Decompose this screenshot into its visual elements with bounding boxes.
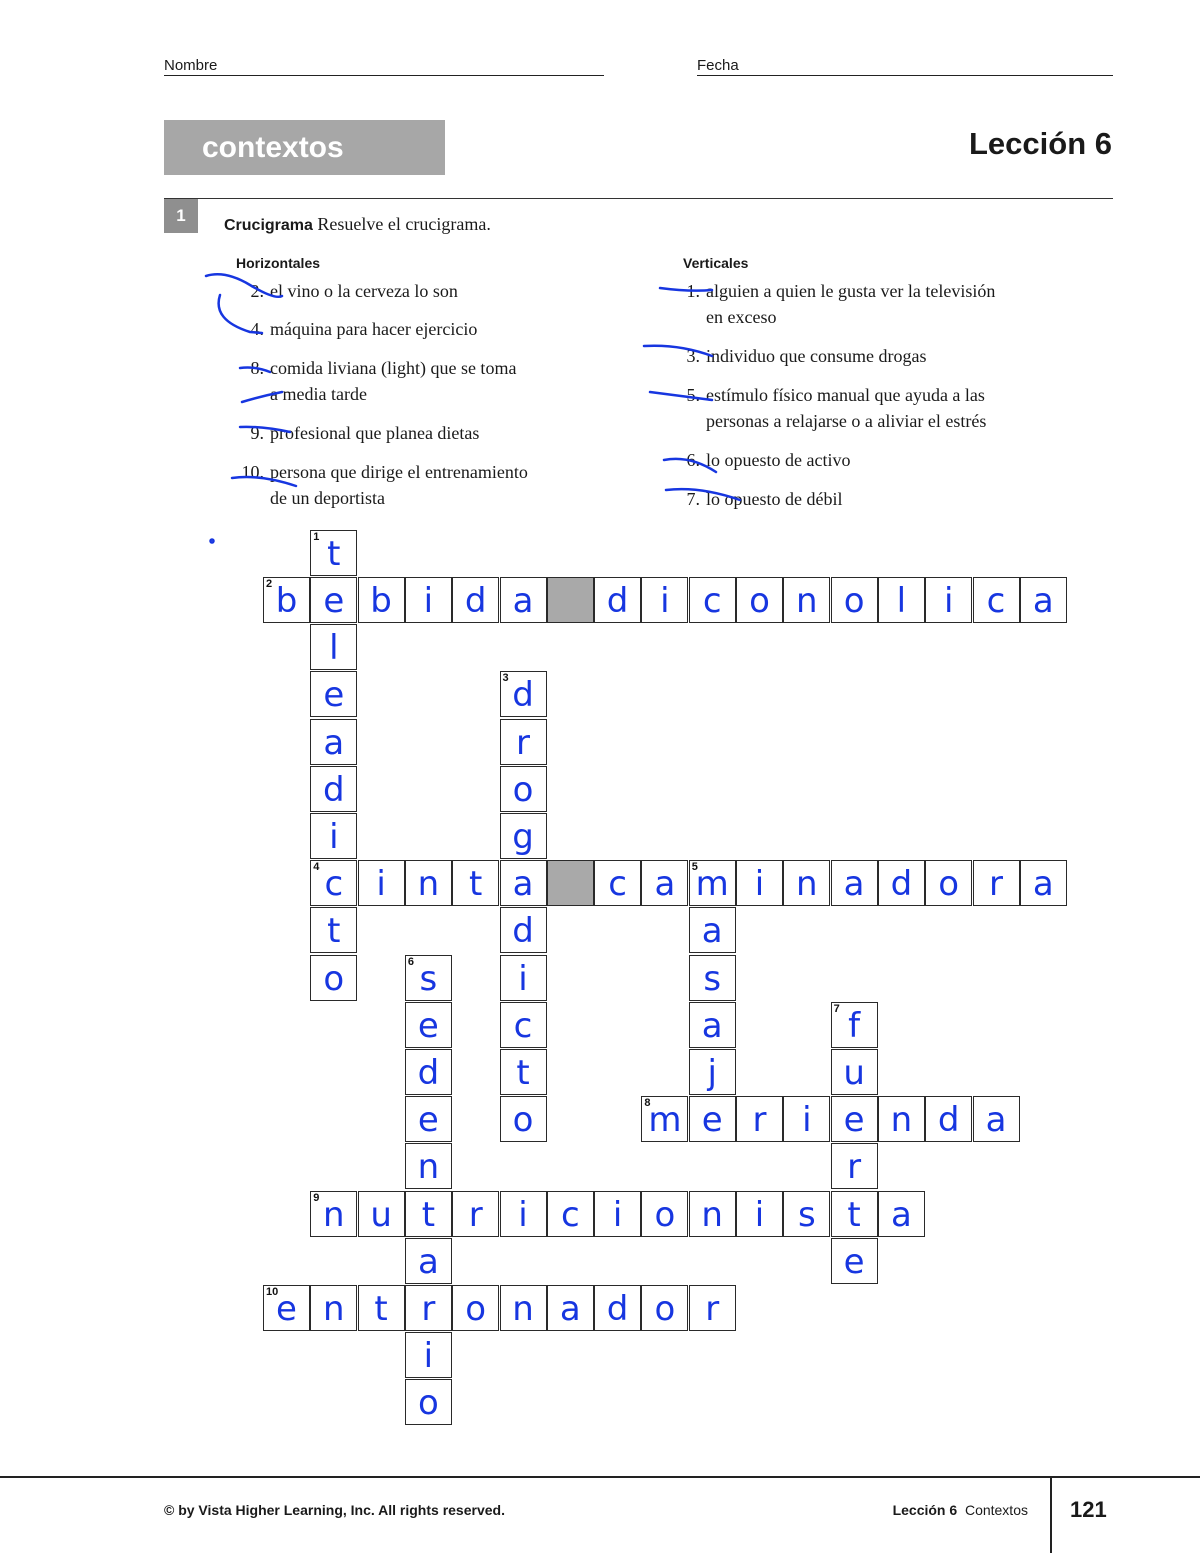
name-label: Nombre [164,57,218,74]
handwritten-letter: d [512,675,534,716]
handwritten-letter: c [702,581,722,621]
crossword-cell[interactable] [405,1096,452,1142]
handwritten-letter: c [560,1194,580,1235]
clue-text: profesional que planea dietas [270,423,480,443]
handwritten-letter: n [796,864,818,905]
footer-divider [1050,1478,1052,1553]
crossword-cell[interactable] [405,955,452,1001]
handwritten-letter: d [417,1053,440,1093]
crossword-cell[interactable] [973,1096,1020,1142]
section-banner: contextos [164,120,445,175]
crossword-cell[interactable] [310,1191,357,1237]
pen-mark [666,489,740,500]
crossword-cell[interactable] [358,577,405,623]
crossword-cell[interactable] [500,1096,547,1142]
clue-number-label: 6 [407,955,415,968]
handwritten-letter: c [986,581,1006,621]
clue-number-label: 2 [266,578,273,590]
handwritten-letter: a [701,911,723,952]
crossword-cell[interactable] [689,1096,736,1142]
crossword-cell[interactable] [405,860,452,906]
handwritten-letter: i [754,1194,765,1235]
crossword-cell[interactable] [358,1191,405,1237]
handwritten-letter: o [843,581,865,621]
handwritten-letter: n [417,864,440,905]
crossword-cell[interactable] [500,955,547,1001]
handwritten-letter: n [512,1289,534,1329]
handwritten-letter: t [327,533,341,574]
clue-number-label: 3 [502,672,509,685]
pen-mark [240,368,270,373]
crossword-cell[interactable] [831,1049,878,1095]
crossword-cell[interactable] [878,860,925,906]
handwritten-letter: e [323,581,345,621]
crossword-cell[interactable] [689,860,736,906]
pen-mark [240,427,290,432]
handwritten-letter: n [701,1194,723,1235]
clue-number: 1. [686,281,700,301]
handwritten-letter: e [701,1100,723,1141]
handwritten-letter: r [752,1100,767,1141]
handwritten-letter: a [1032,864,1054,905]
crossword-cell[interactable] [973,860,1020,906]
footer-section: Contextos [964,1502,1028,1518]
handwritten-letter: e [276,1289,297,1329]
crossword-cell[interactable] [641,1191,688,1237]
pen-marks [0,0,1200,560]
clue-number: 7. [686,489,700,509]
handwritten-letter: i [518,958,528,999]
crossword-cell[interactable] [594,1191,641,1237]
handwritten-letter: f [848,1005,861,1046]
handwritten-letter: o [512,1100,534,1141]
crossword-cell[interactable] [500,1049,547,1095]
handwritten-letter: e [417,1005,439,1046]
handwritten-letter: i [754,864,765,905]
across-heading: Horizontales [236,255,321,271]
clue-number: 2. [250,281,264,301]
crossword-cell[interactable] [641,860,688,906]
handwritten-letter: c [513,1005,533,1046]
handwritten-letter: i [423,581,434,621]
crossword-cell[interactable] [831,1096,878,1142]
crossword-cell[interactable] [689,907,736,953]
handwritten-letter: t [516,1053,530,1093]
crossword-cell[interactable] [736,1191,783,1237]
crossword-cell[interactable] [500,1285,547,1331]
clue-number: 10. [241,462,264,482]
handwritten-letter: n [890,1100,913,1141]
crossword-cell[interactable] [500,577,547,623]
pen-mark [660,288,712,291]
handwritten-letter: d [606,581,629,621]
handwritten-letter: t [421,1194,436,1235]
handwritten-letter: a [890,1194,912,1235]
crossword-cell[interactable] [310,766,357,812]
handwritten-letter: m [648,1100,682,1141]
crossword-cell[interactable] [452,577,499,623]
handwritten-letter: a [512,581,534,621]
crossword-cell[interactable] [405,1238,452,1284]
handwritten-letter: o [938,864,960,905]
crossword-cell[interactable] [358,1285,405,1331]
pen-mark [242,392,282,402]
clue-text-continued: en exceso [706,307,777,327]
crossword-cell[interactable] [689,1049,736,1095]
handwritten-letter: b [370,581,392,621]
crossword-cell[interactable] [831,860,878,906]
crossword-cell[interactable] [500,813,547,859]
handwritten-letter: n [796,581,818,621]
crossword-cell[interactable] [452,860,499,906]
crossword-cell[interactable] [310,813,357,859]
handwritten-letter: i [376,864,386,905]
crossword-cell[interactable] [925,577,972,623]
handwritten-letter: a [417,1241,439,1282]
handwritten-letter: o [512,769,534,810]
handwritten-letter: c [608,864,627,905]
pen-mark [219,295,262,333]
crossword-block [547,860,594,906]
crossword-cell[interactable] [594,577,641,623]
crossword-cell[interactable] [831,1191,878,1237]
handwritten-letter: s [703,958,722,999]
handwritten-letter: o [654,1194,676,1235]
clue-number: 9. [250,423,264,443]
handwritten-letter: a [559,1289,581,1329]
crossword-cell[interactable] [547,1285,594,1331]
handwritten-letter: a [654,864,676,905]
lesson-title: Lección 6 [969,126,1112,161]
handwritten-letter: r [468,1194,483,1235]
clue-text-continued: a media tarde [270,384,367,404]
clue-number: 5. [686,385,700,405]
crossword-cell[interactable] [925,860,972,906]
copyright: © by Vista Higher Learning, Inc. All rights reserved. [164,1502,505,1518]
footer-rule [0,1476,1200,1478]
crossword-cell[interactable] [310,955,357,1001]
footer-lesson [893,1502,1028,1518]
crossword-cell[interactable] [878,577,925,623]
handwritten-letter: s [797,1194,816,1235]
handwritten-letter: r [989,864,1003,905]
clue-number-label: 7 [833,1002,840,1015]
handwritten-letter: i [612,1194,623,1235]
crossword-cell[interactable] [689,1002,736,1048]
handwritten-letter: a [1032,581,1054,621]
handwritten-letter: d [606,1289,629,1329]
handwritten-letter: e [843,1241,865,1282]
crossword-cell[interactable] [689,1285,736,1331]
clue-number-label: 5 [691,861,698,874]
clue-text: lo opuesto de activo [706,450,851,470]
handwritten-letter: e [323,675,345,716]
crossword-cell[interactable] [831,1238,878,1284]
handwritten-letter: n [323,1289,345,1329]
crossword-cell[interactable] [500,907,547,953]
crossword-cell[interactable] [736,860,783,906]
crossword-cell[interactable] [641,1096,688,1142]
handwritten-letter: i [943,581,954,621]
pen-mark [232,477,296,486]
handwritten-letter: d [512,911,534,952]
pen-dot [211,540,214,543]
crossword-cell[interactable] [689,955,736,1001]
clue-text: persona que dirige el entrenamiento [270,462,528,482]
crossword-cell[interactable] [594,1285,641,1331]
handwritten-letter: m [695,864,729,905]
crossword-cell[interactable] [405,1191,452,1237]
handwritten-letter: i [423,1336,434,1377]
crossword-cell[interactable] [783,1191,830,1237]
crossword-cell[interactable] [500,860,547,906]
clue-number: 3. [686,346,700,366]
handwritten-letter: c [324,864,344,905]
handwritten-letter: g [512,817,534,857]
handwritten-letter: j [707,1053,717,1093]
clue-number: 8. [250,358,264,378]
handwritten-letter: o [465,1289,487,1329]
crossword-cell[interactable] [736,1096,783,1142]
handwritten-letter: b [275,581,298,621]
handwritten-letter: s [419,958,438,999]
clue-number-label: 8 [644,1097,651,1110]
handwritten-letter: r [847,1147,862,1188]
crossword-cell[interactable] [831,1143,878,1189]
clue-text-continued: personas a relajarse o a aliviar el estrés [706,411,987,431]
crossword-cell[interactable] [405,1379,452,1425]
crossword-cell[interactable] [689,577,736,623]
crossword-cell[interactable] [310,530,357,576]
crossword-cell[interactable] [452,1191,499,1237]
crossword-cell[interactable] [973,577,1020,623]
handwritten-letter: d [890,864,913,905]
handwritten-letter: t [847,1194,861,1235]
clue-text: lo opuesto de débil [706,489,843,509]
handwritten-letter: d [464,581,487,621]
crossword-cell[interactable] [1020,860,1067,906]
crossword-cell[interactable] [689,1191,736,1237]
handwritten-letter: t [327,911,341,952]
pen-mark [644,346,712,356]
clue-text-continued: de un deportista [270,488,385,508]
handwritten-letter: l [329,628,339,669]
handwritten-letter: i [660,581,670,621]
handwritten-letter: n [417,1147,440,1188]
crossword-cell[interactable] [263,577,310,623]
crossword-cell[interactable] [1020,577,1067,623]
date-label: Fecha [697,57,739,74]
clue-text: alguien a quien le gusta ver la televisión [706,281,996,301]
clue-number-label: 1 [313,530,320,543]
handwritten-letter: e [843,1100,865,1141]
handwritten-letter: t [374,1289,388,1329]
crossword-cell[interactable] [500,719,547,765]
crossword-cell[interactable] [783,860,830,906]
handwritten-letter: r [516,722,530,763]
crossword-cell[interactable] [783,577,830,623]
pen-mark [664,459,716,472]
crossword-cell[interactable] [500,1191,547,1237]
pen-mark [206,274,282,297]
clue-number-label: 10 [266,1286,279,1298]
handwritten-letter: i [518,1194,528,1235]
clue-text: individuo que consume drogas [706,346,927,366]
crossword-cell[interactable] [925,1096,972,1142]
handwritten-letter: d [937,1100,960,1141]
crossword-cell[interactable] [452,1285,499,1331]
crossword-cell[interactable] [641,577,688,623]
crossword-cell[interactable] [641,1285,688,1331]
handwritten-letter: r [421,1289,436,1329]
crossword-cell[interactable] [500,671,547,717]
handwritten-letter: i [802,1100,812,1141]
handwritten-letter: d [323,769,345,810]
handwritten-letter: a [985,1100,1007,1141]
clue-text: máquina para hacer ejercicio [270,319,478,339]
crossword-cell[interactable] [310,907,357,953]
pen-mark [650,392,712,400]
clue-text: comida liviana (light) que se toma [270,358,517,378]
crossword-cell[interactable] [405,1285,452,1331]
crossword-cell[interactable] [310,671,357,717]
crossword-cell[interactable] [500,1002,547,1048]
crossword-cell[interactable] [500,766,547,812]
crossword-cell[interactable] [405,1143,452,1189]
handwritten-letter: l [896,581,907,621]
crossword-cell[interactable] [547,1191,594,1237]
handwritten-letter: r [705,1289,720,1329]
clue-number: 6. [686,450,700,470]
footer-lesson-name: Lección 6 [892,1502,958,1518]
crossword-cell[interactable] [263,1285,310,1331]
handwritten-letter: a [843,864,865,905]
handwritten-letter: t [469,864,483,905]
handwritten-letter: o [749,581,770,621]
crossword-cell[interactable] [358,860,405,906]
crossword-cell[interactable] [310,1285,357,1331]
crossword-cell[interactable] [405,577,452,623]
exercise-number: 1 [164,199,198,233]
crossword-cell[interactable] [310,624,357,670]
crossword-cell[interactable] [405,1332,452,1378]
clue-text: el vino o la cerveza lo son [270,281,458,301]
crossword-cell[interactable] [310,577,357,623]
clue-number-label: 9 [313,1191,320,1204]
exercise-text: Resuelve el crucigrama. [317,214,491,234]
handwritten-letter: o [654,1289,676,1329]
crossword-cell[interactable] [783,1096,830,1142]
crossword-cell[interactable] [831,1002,878,1048]
handwritten-letter: a [323,722,345,763]
handwritten-letter: i [329,817,339,857]
crossword-block [547,577,594,623]
crossword-cell[interactable] [310,860,357,906]
crossword-cell[interactable] [878,1191,925,1237]
handwritten-letter: e [417,1100,439,1141]
handwritten-letter: u [370,1194,392,1235]
clue-number-label: 4 [313,861,320,874]
crossword-cell[interactable] [405,1049,452,1095]
handwritten-letter: o [417,1383,439,1424]
handwritten-letter: o [323,958,345,999]
page-number: 121 [1070,1497,1107,1522]
handwritten-letter: a [701,1005,723,1046]
exercise-title: Crucigrama [224,217,313,234]
handwritten-letter: n [323,1194,345,1235]
handwritten-letter: a [512,864,534,905]
crossword-cell[interactable] [310,719,357,765]
clue-text: estímulo físico manual que ayuda a las [706,385,985,405]
clue-number: 4. [250,319,264,339]
handwritten-letter: u [843,1053,865,1093]
crossword-cell[interactable] [405,1002,452,1048]
crossword-cell[interactable] [831,577,878,623]
down-heading: Verticales [683,255,749,271]
crossword-cell[interactable] [594,860,641,906]
crossword-cell[interactable] [736,577,783,623]
crossword-cell[interactable] [878,1096,925,1142]
